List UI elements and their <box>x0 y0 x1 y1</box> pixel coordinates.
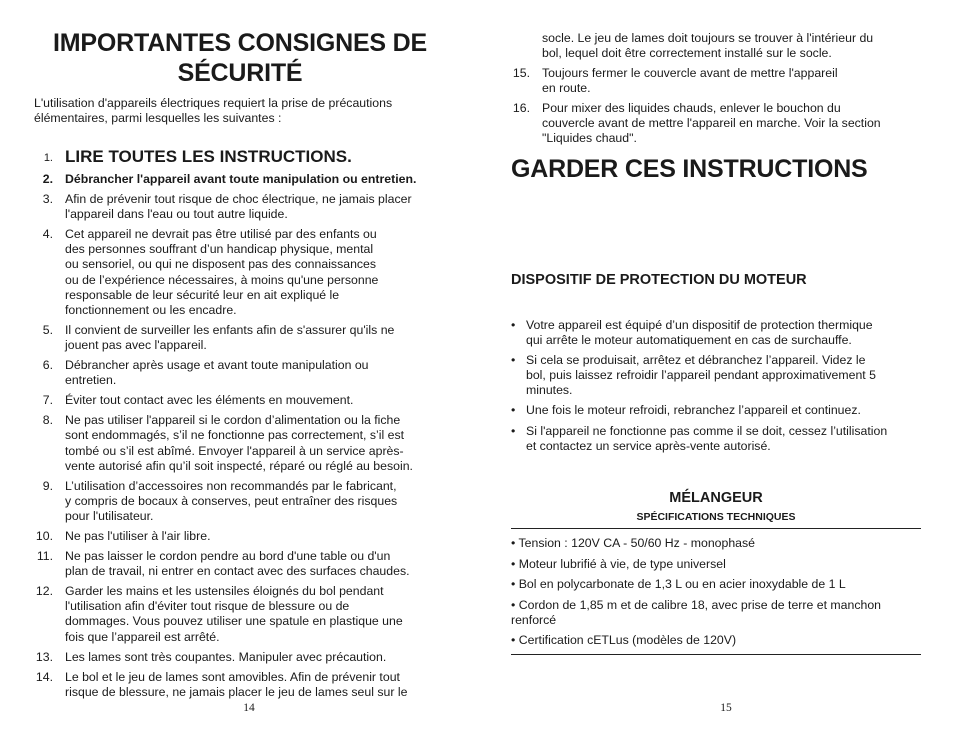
item-text <box>65 650 449 665</box>
instruction-item <box>34 147 449 167</box>
spec-item <box>511 536 921 551</box>
motor-protection-list <box>511 318 921 459</box>
item-text <box>65 529 449 544</box>
item-text-line: Ne pas utiliser l'appareil si le cordon d’alimentation ou la fiche <box>65 413 401 428</box>
instruction-item <box>511 66 926 96</box>
item-text-line: L’utilisation d’accessoires non recommandés par le fabricant, <box>65 478 397 493</box>
instruction-item <box>34 549 449 579</box>
item-number: 7. <box>42 393 53 408</box>
safety-title-line2: SÉCURITÉ <box>177 59 303 87</box>
item-number: 5. <box>42 322 53 337</box>
bullet-text-line: Si cela se produisait, arrêtez et débranchez l’appareil. Videz le <box>526 353 866 368</box>
bullet-icon: • <box>511 423 516 438</box>
motor-protection-heading: DISPOSITIF DE PROTECTION DU MOTEUR <box>511 272 807 288</box>
item-number: 13. <box>35 649 53 664</box>
item-text-line: couvercle avant de mettre l'appareil en marche. Voir la section <box>542 116 881 131</box>
spec-item <box>511 633 921 648</box>
specs-top-rule <box>511 528 921 529</box>
instruction-item <box>34 358 449 388</box>
item-number: 1. <box>43 152 53 164</box>
item-text-line: LIRE TOUTES LES INSTRUCTIONS. <box>65 147 352 166</box>
item-text <box>65 192 449 222</box>
instruction-item <box>34 479 449 524</box>
item-text-line: Les lames sont très coupantes. Manipuler avec précaution. <box>65 649 387 664</box>
item-number: 6. <box>42 358 53 373</box>
intro-line: élémentaires, parmi lesquelles les suivantes : <box>34 111 282 125</box>
left-page <box>34 0 446 738</box>
item-text-line: ou sensoriel, ou qui ne disposent pas des connaissances <box>65 257 377 272</box>
item-text-line: Ne pas laisser le cordon pendre au bord d'une table ou d'un <box>65 549 391 564</box>
instruction-item <box>34 227 449 318</box>
safety-instructions-list-continued <box>511 66 926 151</box>
item-text <box>65 670 449 700</box>
specs-bottom-rule <box>511 654 921 655</box>
item-text-line: Afin de prévenir tout risque de choc électrique, ne jamais placer <box>65 192 412 207</box>
bullet-text-line: minutes. <box>526 383 573 398</box>
item-number: 16. <box>512 101 530 116</box>
item-text <box>65 549 449 579</box>
instruction-item <box>34 650 449 665</box>
item-text-line: l'appareil dans l'eau ou tout autre liquide. <box>65 207 288 222</box>
item-text-line: des personnes souffrant d’un handicap physique, mental <box>65 242 374 257</box>
instruction-item <box>34 393 449 408</box>
instruction-item <box>34 584 449 644</box>
spec-item <box>511 577 921 592</box>
item-text-line: socle. Le jeu de lames doit toujours se trouver à l'intérieur du <box>542 31 874 45</box>
item-text-line: entretien. <box>65 373 117 388</box>
item-text <box>65 413 449 473</box>
item-text <box>542 101 926 146</box>
instruction-item <box>34 192 449 222</box>
item-text-line: Éviter tout contact avec les éléments en mouvement. <box>65 393 354 408</box>
motor-bullet-item <box>511 318 921 348</box>
spec-item <box>511 598 921 628</box>
item-number: 9. <box>42 478 53 493</box>
item-text-line: fois que l’appareil est arrêté. <box>65 629 220 644</box>
item-text-line: tombé ou s’il est abîmé. Envoyer l'appareil à un service après- <box>65 443 404 458</box>
item-text-line: Débrancher après usage et avant toute manipulation ou <box>65 358 369 373</box>
bullet-text-line: et contactez un service après-vente autorisé. <box>526 438 771 453</box>
keep-instructions-title: GARDER CES INSTRUCTIONS <box>511 155 868 183</box>
item-text-line: "Liquides chaud". <box>542 131 637 146</box>
item-number: 11. <box>36 549 53 564</box>
spec-text-line: • Bol en polycarbonate de 1,3 L ou en acier inoxydable de 1 L <box>511 577 846 592</box>
item-text-line: Débrancher l'appareil avant toute manipulation ou entretien. <box>65 172 417 186</box>
mixer-specs-subtitle: SPÉCIFICATIONS TECHNIQUES <box>636 511 796 523</box>
mixer-title: MÉLANGEUR <box>669 490 763 506</box>
page-number-left: 14 <box>243 702 255 714</box>
item-text <box>542 66 926 96</box>
item-text <box>65 172 449 187</box>
instruction-item <box>34 172 449 187</box>
item-text-line: Cet appareil ne devrait pas être utilisé par des enfants ou <box>65 227 377 242</box>
continued-item-14 <box>511 31 926 66</box>
spec-text-line: • Certification cETLus (modèles de 120V) <box>511 633 737 648</box>
motor-bullet-item <box>511 403 921 418</box>
safety-instructions-list <box>34 147 449 705</box>
instruction-item <box>34 529 449 544</box>
item-text <box>65 479 449 524</box>
item-text <box>65 227 449 318</box>
bullet-icon: • <box>511 318 516 332</box>
item-text-line: bol, lequel doit être correctement installé sur le socle. <box>542 46 832 61</box>
spec-text-line: renforcé <box>511 612 557 627</box>
bullet-text-line: qui arrête le moteur automatiquement en cas de surchauffe. <box>526 333 852 348</box>
spec-text-line: • Tension : 120V CA - 50/60 Hz - monophasé <box>511 536 756 550</box>
bullet-text-line: Une fois le moteur refroidi, rebranchez l’appareil et continuez. <box>526 403 861 418</box>
right-page <box>511 0 921 738</box>
intro-paragraph <box>34 96 446 126</box>
motor-bullet-item <box>511 353 921 398</box>
intro-line: L'utilisation d'appareils électriques requiert la prise de précautions <box>34 96 393 110</box>
item-text-line: Pour mixer des liquides chauds, enlever le bouchon du <box>542 101 841 116</box>
item-number: 12. <box>35 584 53 599</box>
item-text-line: responsable de leur sécurité leur en ait expliqué le <box>65 287 340 302</box>
item-text-line: Toujours fermer le couvercle avant de mettre l'appareil <box>542 66 838 80</box>
instruction-item <box>34 670 449 700</box>
item-text-line: sont endommagés, s’il ne fonctionne pas correctement, s’il est <box>65 428 405 443</box>
item-text-line: l'utilisation afin d'éviter tout risque de blessure ou de <box>65 599 350 614</box>
item-number: 15. <box>512 66 530 80</box>
item-text-line: Il convient de surveiller les enfants afin de s'assurer qu'ils ne <box>65 322 395 337</box>
item-number: 8. <box>42 413 53 428</box>
item-text-line: Ne pas l'utiliser à l'air libre. <box>65 528 211 543</box>
safety-title-line1: IMPORTANTES CONSIGNES DE <box>53 29 427 57</box>
item-text <box>65 393 449 408</box>
item-text <box>65 323 449 353</box>
item-text <box>65 358 449 388</box>
page-number-right: 15 <box>720 702 732 714</box>
bullet-text-line: Si l'appareil ne fonctionne pas comme il se doit, cessez l’utilisation <box>526 423 888 438</box>
bullet-icon: • <box>511 403 516 418</box>
bullet-icon: • <box>511 353 516 368</box>
technical-specs-list <box>511 536 921 654</box>
instruction-item <box>34 413 449 473</box>
item-text-line: ou de l’expérience nécessaires, à moins qu'une personne <box>65 272 379 287</box>
item-number: 4. <box>42 227 53 242</box>
item-text-line: vente autorisé afin qu’il soit inspecté, réparé ou réglé au besoin. <box>65 458 413 473</box>
motor-bullet-item <box>511 424 921 454</box>
item-text-line: en route. <box>542 81 591 96</box>
item-number: 2. <box>42 172 53 186</box>
item-text-line: fonctionnement ou les encadre. <box>65 302 237 317</box>
spec-text-line: • Moteur lubrifié à vie, de type universel <box>511 556 726 571</box>
item-text <box>65 584 449 644</box>
bullet-text-line: bol, puis laissez refroidir l’appareil pendant approximativement 5 <box>526 368 876 383</box>
item-text-line: Garder les mains et les ustensiles éloignés du bol pendant <box>65 584 384 599</box>
item-number: 10. <box>35 528 53 543</box>
item-text-line: jouent pas avec l'appareil. <box>65 337 207 352</box>
item-text-line: dommages. Vous pouvez utiliser une spatule en plastique une <box>65 614 403 629</box>
spec-item <box>511 557 921 572</box>
item-number: 3. <box>42 192 53 207</box>
item-text-line: plan de travail, ni entrer en contact avec des surfaces chaudes. <box>65 564 410 579</box>
instruction-item <box>511 101 926 146</box>
item-number: 14. <box>35 669 53 684</box>
bullet-text-line: Votre appareil est équipé d’un dispositif de protection thermique <box>526 318 873 332</box>
spec-text-line: • Cordon de 1,85 m et de calibre 18, avec prise de terre et manchon <box>511 597 882 612</box>
item-text-line: pour l'utilisateur. <box>65 508 154 523</box>
instruction-item-continuation <box>511 31 926 61</box>
item-text-line: risque de blessure, ne jamais placer le jeu de lames seul sur le <box>65 684 408 699</box>
instruction-item <box>34 323 449 353</box>
item-text-line: y compris de bocaux à conserves, peut entraîner des risques <box>65 493 398 508</box>
item-text-line: Le bol et le jeu de lames sont amovibles. Afin de prévenir tout <box>65 669 400 684</box>
item-text <box>65 147 449 167</box>
